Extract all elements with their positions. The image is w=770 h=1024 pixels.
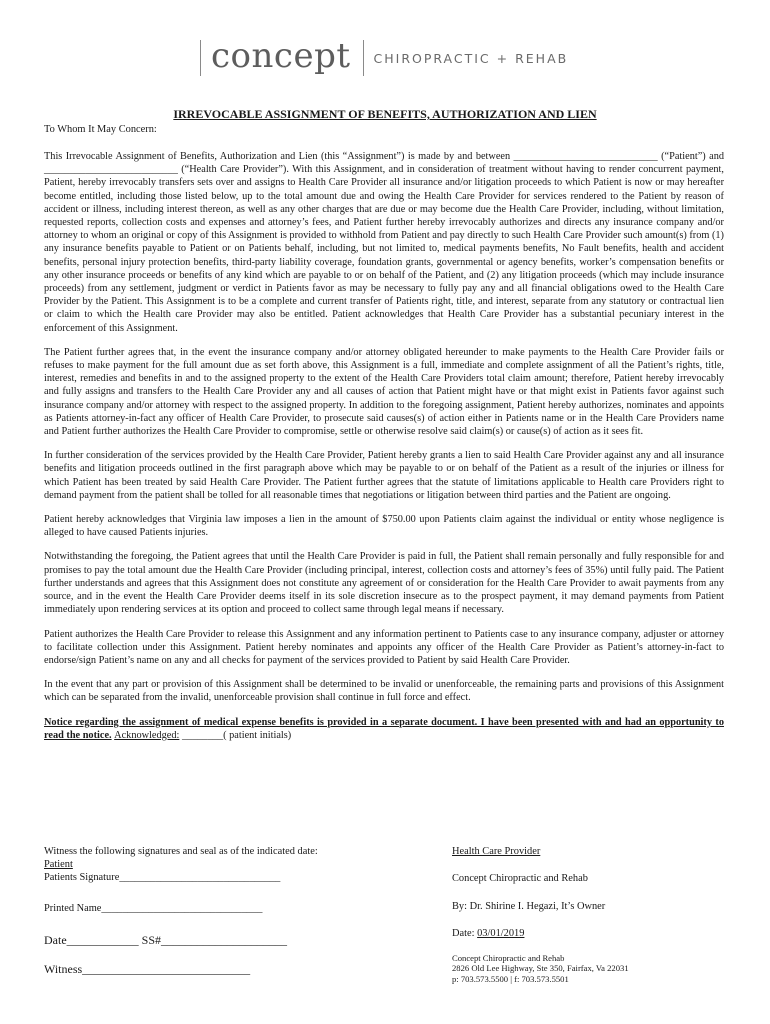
provider-date-value: 03/01/2019 [477,928,525,939]
patient-label: Patient [44,859,73,870]
paragraph-further-agrees: The Patient further agrees that, in the event the insurance company and/or attorney obligated hereunder to make payments to the Health Care Provider fails or refuses to make payment for the full amount due as set forth above, this Assignment is a full, immediate and complete assignment of all the Patient’s rights, title, interest, remedies and benefits in and to the assigned property to the extent of the Health Care Providers total claim amount; therefore, Patient hereby irrevocably and fully assigns and transfers to the Health Care Provider any and all causes of action that Patient might have or that might exist in Patients favor against such insurance company and/or attorney with respect to the assigned property. In addition to the foregoing assignment, Patient hereby authorizes, nominates and appoints as Patients attorney-in-fact any officer of Health Care Provider, to prosecute said causes(s) of action either in Patients name or in the Health Care Providers name and Patient further authorizes the Health Care Provider to compromise, settle or otherwise resolve said claim(s) or cause(s) of action as it sees fit. [44,346,724,438]
document-title: IRREVOCABLE ASSIGNMENT OF BENEFITS, AUTHORIZATION AND LIEN [173,107,597,121]
document-body [44,150,724,754]
printed-name-field[interactable]: Printed Name_______________________________ [44,903,263,914]
logo-tagline: CHIROPRACTIC + REHAB [373,50,569,66]
paragraph-severability: In the event that any part or provision of this Assignment shall be determined to be invalid or unenforceable, the remaining parts and provisions of this Assignment which can be separated from the invalid, unenforceable provision shall continue in full force and effect. [44,679,724,704]
paragraph-virginia-law: Patient hereby acknowledges that Virginia law imposes a lien in the amount of $750.00 upon Patients claim against the individual or entity whose negligence is alleged to have caused Patients injuries. [44,514,724,539]
provider-label: Health Care Provider [452,846,541,857]
provider-date [452,928,524,939]
paragraph-lien: In further consideration of the services provided by the Health Care Provider, Patient hereby grants a lien to said Health Care Provider against any and all insurance benefits and litigation proceeds outlined in the first paragraph above which may be payable to or on behalf of the Patient as a result of the injuries or illness for which Patient has been treated by said Health Care Provider. The Patient further agrees that the statute of limitations applicable to Health care Providers right to demand payment from the patient shall be tolled for all reasonable times that negotiations or litigation between third parties and the Patient are ongoing. [44,450,724,501]
company-logo [200,38,568,78]
notice-paragraph [44,716,724,742]
address-company: Concept Chiropractic and Rehab [452,953,565,963]
witness-intro: Witness the following signatures and seal as of the indicated date: [44,846,318,857]
patient-initials-field[interactable]: ________( patient initials) [181,729,292,741]
salutation: To Whom It May Concern: [44,124,157,135]
paragraph-release: Patient authorizes the Health Care Provider to release this Assignment and any information pertinent to Patients case to any insurance company, adjuster or attorney to facilitate collection under this Assignment. Patient hereby nominates and appoints any officer of the Health Care Provider as Patient’s attorney-in-fact to endorse/sign Patient’s name on any and all checks for payment of the services provided to Patient by said Health Care Provider. [44,628,724,666]
witness-field[interactable]: Witness____________________________ [44,962,251,976]
notice-text: Notice regarding the assignment of medical expense benefits is provided in a separate document. I have been presented with and had an opportunity to read the notice. [44,716,724,741]
acknowledgement [114,730,291,741]
provider-date-label: Date: [452,928,478,939]
logo-wordmark: concept [211,36,351,76]
provider-address-block [452,953,629,984]
date-ss-field[interactable]: Date____________ SS#_____________________ [44,933,287,947]
patient-signature-field[interactable]: Patients Signature_______________________________ [44,872,281,883]
provider-name: Concept Chiropractic and Rehab [452,873,588,884]
address-street: 2826 Old Lee Highway, Ste 350, Fairfax, Va 22031 [452,963,629,974]
paragraph-notwithstanding: Notwithstanding the foregoing, the Patient agrees that until the Health Care Provider is paid in full, the Patient shall remain personally and fully responsible for and promises to pay the total amount due the Health Care Provider (including principal, interest, collection costs and attorney’s fees of 35%) until fully paid. The Patient further understands and agrees that this Assignment does not constitute any agreement of or consideration for the Health Care Provider to await payments from any source, and in the event the Health Care Provider deems itself in its sole discretion insecure as to the prospect payment, it may demand payments from Patient immediately upon rendering services at its option and proceed to collect same through legal means if necessary. [44,551,724,616]
address-phone: p: 703.573.5500 | f: 703.573.5501 [452,973,569,984]
paragraph-assignment: This Irrevocable Assignment of Benefits, Authorization and Lien (this “Assignment”) is made by and between ____________________________ (“Patient”) and __________________________ (“Health Care Provider”). With this Assignment, and in consideration of treatment without having to render concurrent payment, Patient, hereby irrevocably transfers sets over and assigns to Health Care Provider all insurance and/or litigation proceeds to which Patient is now or may hereafter become entitled, including those listed below, up to the total amount due and owing the Health Care Provider for services rendered to the Patient by reason of accident or illness, including interest thereon, as well as any other charges that are due or may become due the Health Care Provider, including, without limitation, requested reports, collection costs and expenses and attorney’s fees, and Patient further hereby irrevocably authorizes and directs any insurance company and/or attorney to whom an original or copy of this Assignment is provided to withhold from Patient and pay directly to such Health Care Provider such amount(s) from (1) any insurance benefits payable to Patient or on Patients behalf, including, but not limited to, medical payments benefits, No Fault benefits, health and accident benefits, personal injury protection benefits, third-party liability coverage, foundation grants, governmental or agency benefits, worker’s compensation benefits or any other insurance proceeds or benefits of any kind which are payable to or on behalf of the Patient, and (2) any litigation proceeds (which may include insurance proceeds) from any settlement, judgment or verdict in Patients favor as may be necessary to fully pay any and all financial obligations owed to the Health Care Provider by the Patient. This Assignment is to be a complete and current transfer of Patients right, title, and interest, separate from any statutory or contractual lien or claim to which the Health care Provider may also be entitled. Patient acknowledges that Health Care Provider has a substantial pecuniary interest in the enforcement of this Assignment. [44,151,724,334]
provider-signed-by: By: Dr. Shirine I. Hegazi, It’s Owner [452,901,606,912]
acknowledged-label: Acknowledged: [114,729,180,741]
